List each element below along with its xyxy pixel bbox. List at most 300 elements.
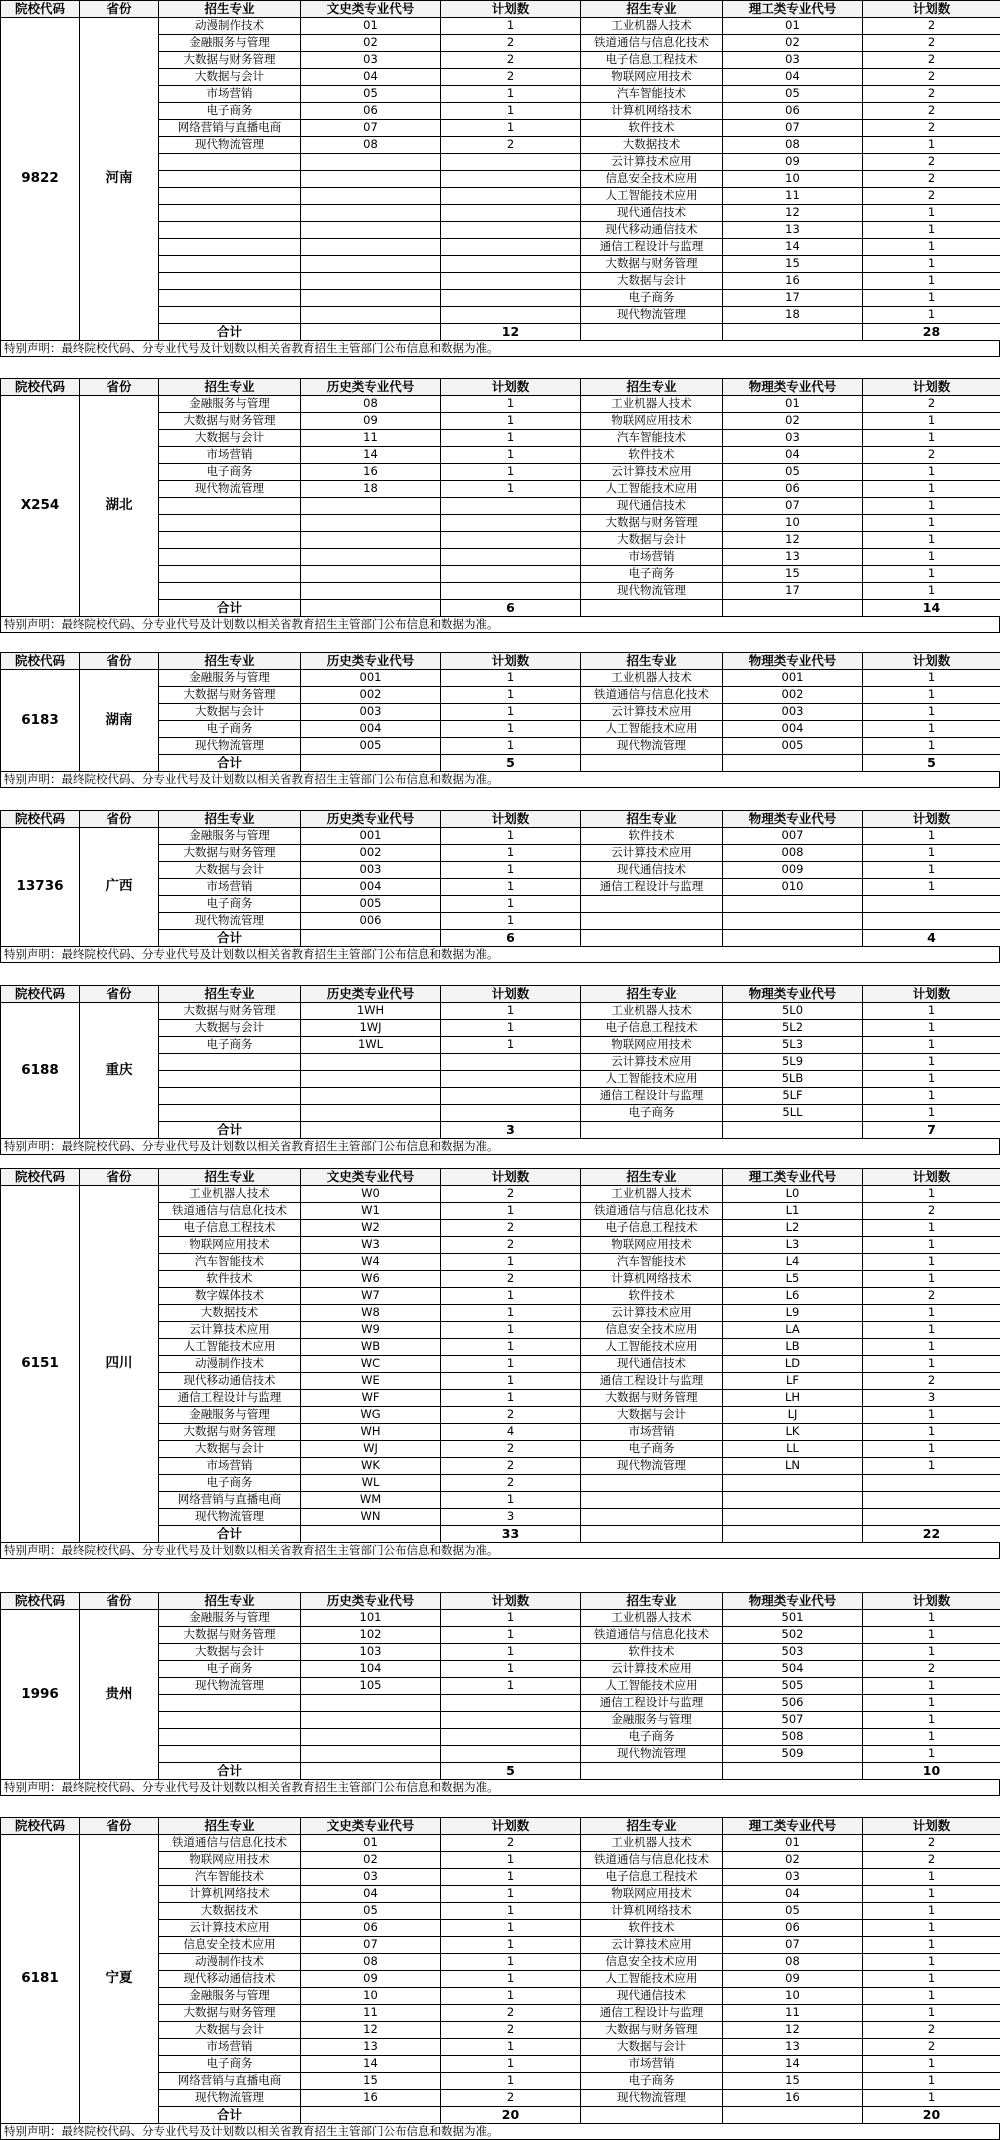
header-major-left: 招生专业 (159, 811, 301, 828)
major-name-left (159, 171, 301, 188)
header-major-left: 招生专业 (159, 1169, 301, 1186)
major-name-left: 大数据与财务管理 (159, 845, 301, 862)
major-name-left: 人工智能技术应用 (159, 1339, 301, 1356)
major-name-left: 软件技术 (159, 1271, 301, 1288)
plan-count-right: 1 (863, 566, 1000, 583)
major-code-left: 104 (301, 1661, 441, 1678)
total-left: 3 (441, 1122, 581, 1139)
plan-count-right: 1 (863, 704, 1000, 721)
major-name-right: 大数据与会计 (581, 532, 723, 549)
major-name-right (581, 913, 723, 930)
major-code-left: WE (301, 1373, 441, 1390)
major-name-left: 市场营销 (159, 879, 301, 896)
school-code: 6188 (1, 1003, 80, 1139)
major-code-left (301, 290, 441, 307)
table-row (1, 1610, 1000, 1627)
plan-count-left: 1 (441, 1852, 581, 1869)
header-plan-right: 计划数 (863, 653, 1000, 670)
plan-count-right: 1 (863, 1954, 1000, 1971)
plan-count-left (441, 532, 581, 549)
major-name-right: 人工智能技术应用 (581, 1071, 723, 1088)
major-name-left: 市场营销 (159, 447, 301, 464)
plan-count-left (441, 515, 581, 532)
total-left: 20 (441, 2107, 581, 2124)
major-name-left (159, 188, 301, 205)
major-code-right: 05 (723, 1903, 863, 1920)
plan-count-right: 2 (863, 447, 1000, 464)
major-name-right: 工业机器人技术 (581, 1003, 723, 1020)
plan-count-right: 1 (863, 1322, 1000, 1339)
province-name: 宁夏 (80, 1835, 159, 2124)
major-name-right: 工业机器人技术 (581, 396, 723, 413)
plan-count-right (863, 913, 1000, 930)
major-code-left: 1WH (301, 1003, 441, 1020)
plan-count-right: 2 (863, 103, 1000, 120)
province-name: 重庆 (80, 1003, 159, 1139)
major-name-right: 通信工程设计与监理 (581, 1695, 723, 1712)
major-name-left: 金融服务与管理 (159, 1610, 301, 1627)
header-plan-left: 计划数 (441, 1593, 581, 1610)
table-header-row (1, 1593, 1000, 1610)
major-name-left: 数字媒体技术 (159, 1288, 301, 1305)
major-code-left: 103 (301, 1644, 441, 1661)
total-left: 5 (441, 1763, 581, 1780)
header-plan-right: 计划数 (863, 379, 1000, 396)
plan-count-left: 2 (441, 1271, 581, 1288)
total-right: 22 (863, 1526, 1000, 1543)
total-left: 12 (441, 324, 581, 341)
major-name-right: 人工智能技术应用 (581, 188, 723, 205)
plan-count-left: 1 (441, 1644, 581, 1661)
major-name-left: 市场营销 (159, 2039, 301, 2056)
major-code-right: 17 (723, 290, 863, 307)
plan-count-right: 1 (863, 1695, 1000, 1712)
major-code-left: 003 (301, 704, 441, 721)
school-code: 6183 (1, 670, 80, 772)
header-major-left: 招生专业 (159, 379, 301, 396)
major-name-left: 电子商务 (159, 1037, 301, 1054)
plan-count-left: 2 (441, 1458, 581, 1475)
plan-count-left: 1 (441, 103, 581, 120)
header-major-left: 招生专业 (159, 1, 301, 18)
header-major-right: 招生专业 (581, 1593, 723, 1610)
plan-count-left: 1 (441, 828, 581, 845)
major-code-left (301, 222, 441, 239)
plan-count-left: 1 (441, 1971, 581, 1988)
total-blank-mid (581, 600, 723, 617)
table-row (1, 828, 1000, 845)
major-name-right (581, 896, 723, 913)
plan-count-right: 1 (863, 1920, 1000, 1937)
major-name-left: 网络营销与直播电商 (159, 120, 301, 137)
header-major-left: 招生专业 (159, 653, 301, 670)
major-code-right: LK (723, 1424, 863, 1441)
header-school-code: 院校代码 (1, 1818, 80, 1835)
total-label: 合计 (159, 324, 301, 341)
major-code-right: 06 (723, 103, 863, 120)
major-code-right: 07 (723, 120, 863, 137)
major-code-left: WB (301, 1339, 441, 1356)
major-code-right (723, 896, 863, 913)
major-name-left: 铁道通信与信息化技术 (159, 1835, 301, 1852)
plan-count-left: 2 (441, 137, 581, 154)
major-name-left: 大数据与会计 (159, 2022, 301, 2039)
plan-count-right: 1 (863, 1610, 1000, 1627)
major-name-right: 软件技术 (581, 828, 723, 845)
major-code-right: 507 (723, 1712, 863, 1729)
major-code-left: 07 (301, 1937, 441, 1954)
major-name-right: 电子信息工程技术 (581, 1020, 723, 1037)
plan-count-left: 1 (441, 1886, 581, 1903)
plan-count-right: 3 (863, 1390, 1000, 1407)
plan-count-right: 2 (863, 1835, 1000, 1852)
plan-count-right: 1 (863, 1071, 1000, 1088)
plan-count-left: 2 (441, 1441, 581, 1458)
major-code-left: 09 (301, 1971, 441, 1988)
plan-count-left: 1 (441, 1020, 581, 1037)
plan-count-left: 1 (441, 1203, 581, 1220)
school-code: 6181 (1, 1835, 80, 2124)
major-name-left (159, 1729, 301, 1746)
header-province: 省份 (80, 1, 159, 18)
major-name-right: 电子信息工程技术 (581, 1220, 723, 1237)
major-code-right: 5L0 (723, 1003, 863, 1020)
plan-count-right: 1 (863, 687, 1000, 704)
major-code-left (301, 307, 441, 324)
major-name-left: 大数据技术 (159, 1305, 301, 1322)
plan-count-left: 1 (441, 1920, 581, 1937)
major-name-left: 市场营销 (159, 86, 301, 103)
major-code-left: 08 (301, 1954, 441, 1971)
header-major-code-left: 历史类专业代号 (301, 1593, 441, 1610)
plan-count-left: 1 (441, 2039, 581, 2056)
plan-count-right: 1 (863, 1271, 1000, 1288)
major-name-right: 云计算技术应用 (581, 1054, 723, 1071)
major-name-left: 电子商务 (159, 1475, 301, 1492)
plan-count-right: 1 (863, 2073, 1000, 2090)
total-right: 20 (863, 2107, 1000, 2124)
major-name-right: 铁道通信与信息化技术 (581, 1627, 723, 1644)
major-name-right: 市场营销 (581, 549, 723, 566)
major-code-left: 14 (301, 2056, 441, 2073)
major-name-right: 电子商务 (581, 1441, 723, 1458)
plan-count-right: 1 (863, 413, 1000, 430)
major-code-right: 001 (723, 670, 863, 687)
plan-count-right: 2 (863, 1661, 1000, 1678)
major-name-left: 物联网应用技术 (159, 1237, 301, 1254)
major-code-left (301, 583, 441, 600)
header-major-code-right: 理工类专业代号 (723, 1818, 863, 1835)
major-code-right: L3 (723, 1237, 863, 1254)
major-code-left: 16 (301, 464, 441, 481)
major-name-right: 通信工程设计与监理 (581, 2005, 723, 2022)
major-code-left: WG (301, 1407, 441, 1424)
major-code-left: 001 (301, 670, 441, 687)
major-name-left: 现代移动通信技术 (159, 1373, 301, 1390)
major-code-left: W0 (301, 1186, 441, 1203)
header-school-code: 院校代码 (1, 1169, 80, 1186)
plan-count-right: 1 (863, 1441, 1000, 1458)
major-code-right: 502 (723, 1627, 863, 1644)
total-left: 5 (441, 755, 581, 772)
table-header-row (1, 1818, 1000, 1835)
major-code-right: 15 (723, 256, 863, 273)
header-major-right: 招生专业 (581, 653, 723, 670)
major-code-left (301, 239, 441, 256)
major-name-left: 电子商务 (159, 464, 301, 481)
major-name-right: 铁道通信与信息化技术 (581, 35, 723, 52)
total-blank-mid (581, 2107, 723, 2124)
major-name-right: 大数据与财务管理 (581, 515, 723, 532)
major-name-left: 动漫制作技术 (159, 1356, 301, 1373)
major-name-right: 物联网应用技术 (581, 69, 723, 86)
major-name-right: 汽车智能技术 (581, 1254, 723, 1271)
major-name-left (159, 1746, 301, 1763)
plan-count-left (441, 1695, 581, 1712)
major-name-right: 人工智能技术应用 (581, 481, 723, 498)
plan-count-left: 1 (441, 704, 581, 721)
plan-count-left: 1 (441, 2056, 581, 2073)
major-name-right: 软件技术 (581, 1288, 723, 1305)
plan-count-left (441, 549, 581, 566)
major-name-right: 铁道通信与信息化技术 (581, 1852, 723, 1869)
total-blank-left (301, 1763, 441, 1780)
major-code-right: 5L3 (723, 1037, 863, 1054)
major-code-left: 12 (301, 2022, 441, 2039)
major-name-right: 云计算技术应用 (581, 154, 723, 171)
header-major-code-left: 文史类专业代号 (301, 1169, 441, 1186)
plan-count-right: 2 (863, 52, 1000, 69)
special-notice: 特别声明：最终院校代码、分专业代号及计划数以相关省教育招生主管部门公布信息和数据为准。 (0, 2123, 1000, 2140)
header-school-code: 院校代码 (1, 986, 80, 1003)
special-notice: 特别声明：最终院校代码、分专业代号及计划数以相关省教育招生主管部门公布信息和数据为准。 (0, 1138, 1000, 1155)
major-code-right: 003 (723, 704, 863, 721)
major-name-right (581, 1492, 723, 1509)
plan-count-left: 1 (441, 1627, 581, 1644)
major-code-right: 01 (723, 396, 863, 413)
plan-count-right: 1 (863, 1627, 1000, 1644)
total-left: 6 (441, 600, 581, 617)
plan-count-right: 1 (863, 1220, 1000, 1237)
header-school-code: 院校代码 (1, 653, 80, 670)
major-name-left: 计算机网络技术 (159, 1886, 301, 1903)
header-plan-left: 计划数 (441, 653, 581, 670)
total-right: 7 (863, 1122, 1000, 1139)
province-name: 贵州 (80, 1610, 159, 1780)
header-plan-right: 计划数 (863, 1, 1000, 18)
plan-count-left (441, 1746, 581, 1763)
major-name-left: 现代物流管理 (159, 2090, 301, 2107)
major-name-right: 云计算技术应用 (581, 1305, 723, 1322)
major-code-left: 16 (301, 2090, 441, 2107)
plan-count-left: 1 (441, 447, 581, 464)
province-name: 河南 (80, 18, 159, 341)
major-code-left: 11 (301, 2005, 441, 2022)
major-name-right: 软件技术 (581, 120, 723, 137)
major-code-right: LD (723, 1356, 863, 1373)
major-code-right: 05 (723, 464, 863, 481)
major-code-right: 005 (723, 738, 863, 755)
plan-table (0, 1817, 1000, 2124)
major-code-right: 15 (723, 566, 863, 583)
major-code-right: 17 (723, 583, 863, 600)
major-name-left: 云计算技术应用 (159, 1920, 301, 1937)
plan-count-right: 1 (863, 1937, 1000, 1954)
major-code-right: 09 (723, 1971, 863, 1988)
major-name-right: 计算机网络技术 (581, 1271, 723, 1288)
major-code-left: 004 (301, 721, 441, 738)
total-blank-mid (581, 1526, 723, 1543)
header-school-code: 院校代码 (1, 379, 80, 396)
major-name-left: 金融服务与管理 (159, 35, 301, 52)
plan-count-left: 3 (441, 1509, 581, 1526)
plan-count-left: 1 (441, 2073, 581, 2090)
table-row (1, 18, 1000, 35)
major-name-left: 现代物流管理 (159, 1678, 301, 1695)
plan-count-right: 1 (863, 1458, 1000, 1475)
major-code-left (301, 1105, 441, 1122)
major-name-left: 现代物流管理 (159, 913, 301, 930)
major-code-left: WL (301, 1475, 441, 1492)
special-notice: 特别声明：最终院校代码、分专业代号及计划数以相关省教育招生主管部门公布信息和数据为准。 (0, 616, 1000, 633)
header-province: 省份 (80, 379, 159, 396)
header-province: 省份 (80, 1818, 159, 1835)
plan-table (0, 1168, 1000, 1543)
total-blank-mid (581, 755, 723, 772)
major-code-left: 001 (301, 828, 441, 845)
plan-count-left: 1 (441, 86, 581, 103)
header-major-left: 招生专业 (159, 1593, 301, 1610)
plan-count-left: 1 (441, 913, 581, 930)
total-blank-right (723, 2107, 863, 2124)
major-code-left: W8 (301, 1305, 441, 1322)
plan-count-left: 1 (441, 1869, 581, 1886)
plan-count-left (441, 1054, 581, 1071)
major-name-left (159, 239, 301, 256)
major-name-left: 现代移动通信技术 (159, 1971, 301, 1988)
table-row (1, 1003, 1000, 1020)
plan-count-right: 1 (863, 2005, 1000, 2022)
header-school-code: 院校代码 (1, 1593, 80, 1610)
major-name-right: 现代物流管理 (581, 307, 723, 324)
header-major-right: 招生专业 (581, 1, 723, 18)
major-name-right: 软件技术 (581, 1644, 723, 1661)
major-code-right: 501 (723, 1610, 863, 1627)
major-code-left (301, 188, 441, 205)
plan-count-right: 2 (863, 2022, 1000, 2039)
school-code: 9822 (1, 18, 80, 341)
major-code-right: 5LB (723, 1071, 863, 1088)
major-code-right: 004 (723, 721, 863, 738)
major-name-left: 大数据与会计 (159, 1644, 301, 1661)
plan-count-right: 2 (863, 18, 1000, 35)
major-name-left: 电子商务 (159, 103, 301, 120)
total-blank-left (301, 324, 441, 341)
major-code-left: 05 (301, 86, 441, 103)
plan-count-right: 1 (863, 828, 1000, 845)
plan-count-right: 1 (863, 1971, 1000, 1988)
plan-count-left: 1 (441, 1678, 581, 1695)
major-name-right: 人工智能技术应用 (581, 1971, 723, 1988)
major-code-right: 13 (723, 549, 863, 566)
plan-count-left: 1 (441, 430, 581, 447)
major-name-left: 大数据与财务管理 (159, 52, 301, 69)
major-code-right: 01 (723, 1835, 863, 1852)
plan-count-left: 1 (441, 1305, 581, 1322)
major-code-left: 01 (301, 1835, 441, 1852)
major-name-right: 现代通信技术 (581, 498, 723, 515)
plan-count-left: 1 (441, 1937, 581, 1954)
total-blank-mid (581, 1122, 723, 1139)
major-name-right: 通信工程设计与监理 (581, 1088, 723, 1105)
plan-table (0, 652, 1000, 772)
plan-count-left: 2 (441, 1186, 581, 1203)
plan-count-right: 1 (863, 1339, 1000, 1356)
major-code-left (301, 1088, 441, 1105)
header-plan-right: 计划数 (863, 1169, 1000, 1186)
special-notice: 特别声明：最终院校代码、分专业代号及计划数以相关省教育招生主管部门公布信息和数据为准。 (0, 946, 1000, 963)
major-name-left: 电子商务 (159, 2056, 301, 2073)
major-code-right: 03 (723, 52, 863, 69)
plan-count-right: 1 (863, 2090, 1000, 2107)
major-name-left: 大数据与财务管理 (159, 687, 301, 704)
major-code-left: W2 (301, 1220, 441, 1237)
header-major-right: 招生专业 (581, 1169, 723, 1186)
major-code-right: 002 (723, 687, 863, 704)
major-name-right: 铁道通信与信息化技术 (581, 1203, 723, 1220)
header-plan-left: 计划数 (441, 1818, 581, 1835)
header-major-left: 招生专业 (159, 986, 301, 1003)
major-name-left: 现代物流管理 (159, 738, 301, 755)
major-code-left (301, 515, 441, 532)
major-name-right: 现代物流管理 (581, 738, 723, 755)
table-header-row (1, 653, 1000, 670)
major-code-left: 004 (301, 879, 441, 896)
major-code-right: L2 (723, 1220, 863, 1237)
total-right: 14 (863, 600, 1000, 617)
major-name-left: 金融服务与管理 (159, 1407, 301, 1424)
major-name-left: 金融服务与管理 (159, 1988, 301, 2005)
total-right: 28 (863, 324, 1000, 341)
major-name-left (159, 1054, 301, 1071)
plan-count-right: 1 (863, 1003, 1000, 1020)
plan-count-left: 1 (441, 413, 581, 430)
major-name-right: 物联网应用技术 (581, 1037, 723, 1054)
plan-table (0, 0, 1000, 341)
major-name-left: 金融服务与管理 (159, 828, 301, 845)
header-major-right: 招生专业 (581, 811, 723, 828)
plan-count-right: 1 (863, 670, 1000, 687)
major-name-left: 金融服务与管理 (159, 396, 301, 413)
header-major-code-right: 理工类专业代号 (723, 1169, 863, 1186)
major-code-right: L1 (723, 1203, 863, 1220)
plan-count-left: 1 (441, 1903, 581, 1920)
total-left: 6 (441, 930, 581, 947)
major-code-right: 09 (723, 154, 863, 171)
plan-count-left: 1 (441, 1390, 581, 1407)
major-code-right: 508 (723, 1729, 863, 1746)
major-code-right: L6 (723, 1288, 863, 1305)
plan-count-left: 1 (441, 845, 581, 862)
major-code-left: 05 (301, 1903, 441, 1920)
major-code-left: W1 (301, 1203, 441, 1220)
table-header-row (1, 1169, 1000, 1186)
major-name-left: 汽车智能技术 (159, 1869, 301, 1886)
major-name-left (159, 583, 301, 600)
major-name-right: 大数据与财务管理 (581, 1390, 723, 1407)
plan-count-right (863, 896, 1000, 913)
plan-count-left: 1 (441, 879, 581, 896)
